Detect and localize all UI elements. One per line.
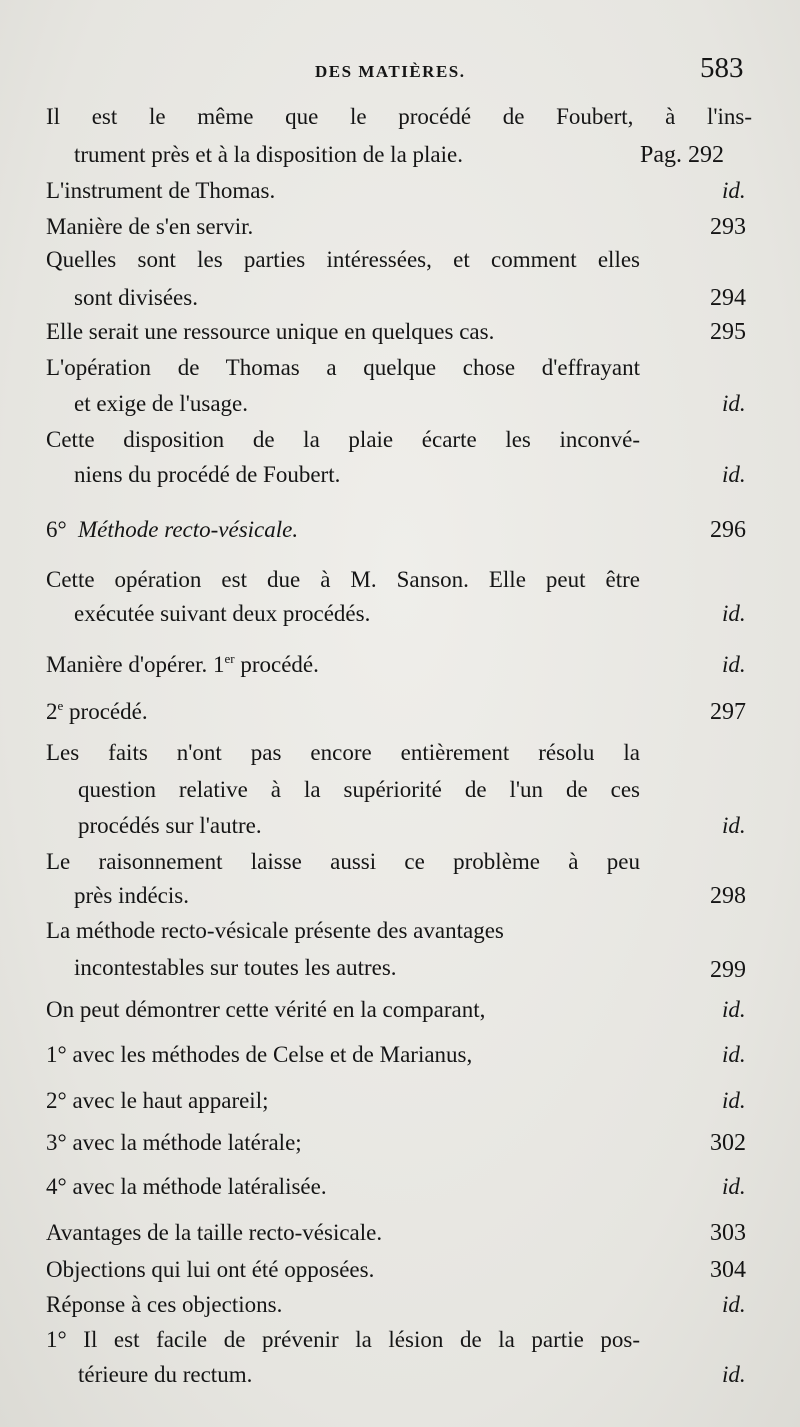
- entry-text-part: Manière d'opérer. 1: [46, 652, 225, 677]
- page-number: 583: [700, 52, 744, 84]
- entry-text-continued: procédés sur l'autre.: [78, 813, 262, 838]
- entry-text-continued: incontestables sur toutes les autres.: [74, 955, 397, 980]
- ordinal-superscript: e: [57, 698, 64, 713]
- page-reference: id.: [722, 1362, 746, 1387]
- entry-text: 1° avec les méthodes de Celse et de Marianus,: [46, 1042, 473, 1067]
- page-reference: 297: [710, 699, 746, 725]
- page-reference: 295: [710, 319, 746, 345]
- entry-text-part: 2: [46, 699, 58, 724]
- entry-text-part: procédé.: [63, 699, 148, 724]
- entry-text: Cette opération est due à M. Sanson. Elle peut être: [46, 567, 640, 592]
- entry-text-part: procédé.: [234, 652, 319, 677]
- page-reference: 299: [710, 957, 746, 983]
- running-head: DES MATIÈRES.: [315, 62, 466, 81]
- entry-text-continued: térieure du rectum.: [78, 1362, 253, 1387]
- entry-text: Cette disposition de la plaie écarte les inconvé-: [46, 427, 640, 452]
- entry-text: Réponse à ces objections.: [46, 1292, 283, 1317]
- entry-text: Il est le même que le procédé de Foubert, à l'ins-: [46, 104, 752, 129]
- entry-text: 4° avec la méthode latéralisée.: [46, 1174, 327, 1199]
- page-reference: id.: [722, 601, 746, 626]
- entry-text: Elle serait une ressource unique en quelques cas.: [46, 319, 495, 344]
- page-reference: 294: [710, 285, 746, 311]
- page-reference: 302: [710, 1130, 746, 1156]
- page-reference: id.: [722, 652, 746, 677]
- page-reference: id.: [722, 178, 746, 203]
- page-reference: id.: [722, 1174, 746, 1199]
- entry-text-continued: près indécis.: [74, 883, 189, 908]
- entry-text: Objections qui lui ont été opposées.: [46, 1257, 375, 1282]
- page-reference: 296: [710, 517, 746, 543]
- section-title: Méthode recto-vésicale.: [78, 517, 299, 542]
- entry-text-continued: trument près et à la disposition de la plaie.: [74, 142, 463, 167]
- page-reference: id.: [722, 391, 746, 416]
- entry-text: Manière de s'en servir.: [46, 214, 254, 239]
- entry-text-continued: sont divisées.: [74, 285, 198, 310]
- entry-text: 3° avec la méthode latérale;: [46, 1130, 302, 1155]
- page-reference: Pag. 292: [640, 142, 724, 168]
- ordinal-superscript: er: [224, 651, 235, 666]
- page-reference: id.: [722, 1088, 746, 1113]
- entry-text-continued: exécutée suivant deux procédés.: [74, 601, 371, 626]
- entry-text: 1° Il est facile de prévenir la lésion de la partie pos-: [46, 1327, 640, 1352]
- entry-text: La méthode recto-vésicale présente des avantages: [46, 918, 504, 943]
- entry-text: L'instrument de Thomas.: [46, 178, 276, 203]
- page-reference: id.: [722, 997, 746, 1022]
- entry-text: Quelles sont les parties intéressées, et comment elles: [46, 247, 640, 272]
- page-header: [0, 52, 800, 92]
- entry-text: On peut démontrer cette vérité en la comparant,: [46, 997, 486, 1022]
- entry-text: Les faits n'ont pas encore entièrement résolu la: [46, 740, 640, 765]
- page-reference: id.: [722, 1292, 746, 1317]
- page-reference: 303: [710, 1220, 746, 1246]
- page-reference: id.: [722, 462, 746, 487]
- page-reference: 293: [710, 214, 746, 240]
- entry-text-continued: niens du procédé de Foubert.: [74, 462, 341, 487]
- page-reference: 304: [710, 1257, 746, 1283]
- entry-text-continued: question relative à la supériorité de l'un de ces: [78, 777, 640, 802]
- entry-text: [46, 697, 148, 727]
- page-reference: id.: [722, 813, 746, 838]
- page-reference: id.: [722, 1042, 746, 1067]
- page-reference: 298: [710, 883, 746, 909]
- entry-text-continued: et exige de l'usage.: [74, 391, 249, 416]
- entry-text: L'opération de Thomas a quelque chose d'effrayant: [46, 355, 640, 380]
- entry-text: 2° avec le haut appareil;: [46, 1088, 269, 1113]
- entry-text: [46, 650, 319, 680]
- section-number: 6°: [46, 517, 67, 542]
- entry-text: Avantages de la taille recto-vésicale.: [46, 1220, 383, 1245]
- entry-text: Le raisonnement laisse aussi ce problème à peu: [46, 849, 640, 874]
